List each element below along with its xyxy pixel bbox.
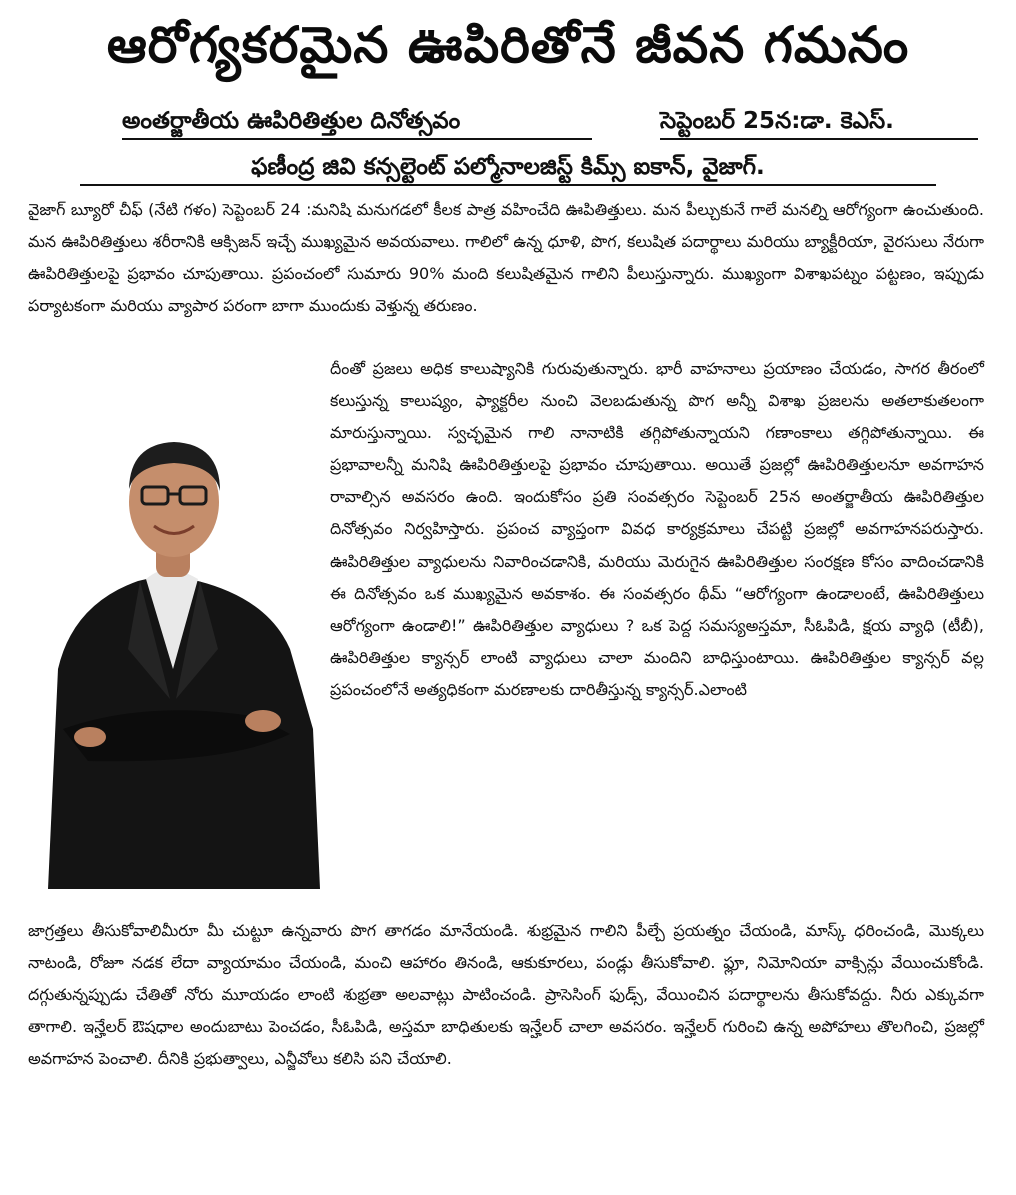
article-paragraph-precautions: జాగ్రత్తలు తీసుకోవాలిమీరూ మీ చుట్టూ ఉన్నవారు పొగ తాగడం మానేయండి. శుభ్రమైన గాలిని పీల్చే ప్రయత్నం చేయండి, మాస్క్ ధరించండి, మొక్కలు నాటండి, రోజూ నడక లేదా వ్యాయామం చేయండి, మంచి ఆహారం తినండి, ఆకుకూరలు, పండ్లు తీసుకోవాలి. ఫ్లూ, నిమోనియా వాక్సిన్లు వేయించుకోండి. దగ్గుతున్నప్పుడు చేతితో నోరు మూయడం లాంటి శుభ్రతా అలవాట్లు పాటించండి. ప్రాసెసింగ్ ఫుడ్స్, వేయించిన పదార్థాలను తీసుకోవద్దు. నీరు ఎక్కువగా తాగాలి. ఇన్హేలర్ ఔషధాల అందుబాటు పెంచడం, సీఓపిడి, అస్తమా బాధితులకు ఇన్హేలర్ చాలా అవసరం. ఇన్హేలర్ గురించి ఉన్న అపోహలు తొలగించి, ప్రజల్లో అవగాహన పెంచాలి. దీనికి ప్రభుత్వాలు, ఎన్జీవోలు కలిసి పని చేయాలి. [28, 921, 984, 1069]
subhead-date: సెప్టెంబర్ 25న:డా. కెఎస్. [660, 104, 978, 140]
article-paragraph-main: దీంతో ప్రజలు అధిక కాలుష్యానికి గురువుతున్నారు. భారీ వాహనాలు ప్రయాణం చేయడం, సాగర తీరంలో కలుస్తున్న కాలుష్యం, ఫ్యాక్టరీల నుంచి వెలబడుతున్న పొగ అన్నీ విశాఖ ప్రజలను అతలాకుతలంగా మారుస్తున్నాయి. స్వచ్ఛమైన గాలి నానాటికి తగ్గిపోతున్నాయని గణాంకాలు తగ్గిపోతున్నాయి. ఈ ప్రభావాలన్నీ మనిషి ఊపిరితిత్తులపై ప్రభావం చూపుతాయి. అయితే ప్రజల్లో ఊపిరితిత్తులనూ అవగాహన రావాల్సిన అవసరం ఉంది. ఇందుకోసం ప్రతి సంవత్సరం సెప్టెంబర్ 25న అంతర్జాతీయ ఊపిరితిత్తుల దినోత్సవం నిర్వహిస్తారు. ప్రపంచ వ్యాప్తంగా వివధ కార్యక్రమాలు చేపట్టి ప్రజల్లో అవగాహనపరుస్తారు. ఊపిరితిత్తుల వ్యాధులను నివారించడానికి, మరియు మెరుగైన ఊపిరితిత్తుల సంరక్షణ కోసం వాదించడానికి ఈ దినోత్సవం ఒక ముఖ్యమైన అవకాశం. ఈ సంవత్సరం థీమ్ “ఆరోగ్యంగా ఉండాలంటే, ఊపిరితిత్తులు ఆరోగ్యంగా ఉండాలి!” ఊపిరితిత్తుల వ్యాధులు ? ఒక పెద్ద సమస్యఅస్తమా, సీఓపిడి, క్షయ వ్యాధి (టీబీ), ఊపిరితిత్తుల క్యాన్సర్ లాంటి వ్యాధులు చాలా మందిని బాధిస్తుంటాయి. ఊపిరితిత్తుల క్యాన్సర్ వల్ల ప్రపంచంలోనే అత్యధికంగా మరణాలకు దారితీస్తున్న క్యాన్సర్.ఎలాంటి [330, 359, 984, 699]
subhead-event: అంతర్జాతీయ ఊపిరితిత్తుల దినోత్సవం [122, 104, 592, 140]
article-paragraph-intro: వైజాగ్ బ్యూరో చీఫ్ (నేటి గళం) సెప్టెంబర్ 24 :మనిషి మనుగడలో కీలక పాత్ర వహించేది ఊపితిత్తులు. మన పీల్చుకునే గాలే మనల్ని ఆరోగ్యంగా ఉంచుతుంది. మన ఊపిరితిత్తులు శరీరానికి ఆక్సిజన్ ఇచ్చే ముఖ్యమైన అవయవాలు. గాలిలో ఉన్న ధూళి, పొగ, కలుషిత పదార్థాలు మరియు బ్యాక్టీరియా, వైరసులు నేరుగా ఊపిరితిత్తులపై ప్రభావం చూపుతాయి. ప్రపంచంలో సుమారు 90% మంది కలుషితమైన గాలిని పీలుస్తున్నారు. ముఖ్యంగా విశాఖపట్నం పట్టణం, ఇప్పుడు పర్యాటకంగా మరియు వ్యాపార పరంగా బాగా ముందుకు వెళ్తున్న తరుణం. [28, 200, 984, 316]
doctor-photo [28, 399, 323, 889]
byline: ఫణీంద్ర జివి కన్సల్టెంట్ పల్మోనాలజిస్ట్ కిమ్స్ ఐకాన్, వైజాగ్. [80, 150, 936, 186]
headline: ఆరోగ్యకరమైన ఊపిరితోనే జీవన గమనం [106, 16, 910, 74]
